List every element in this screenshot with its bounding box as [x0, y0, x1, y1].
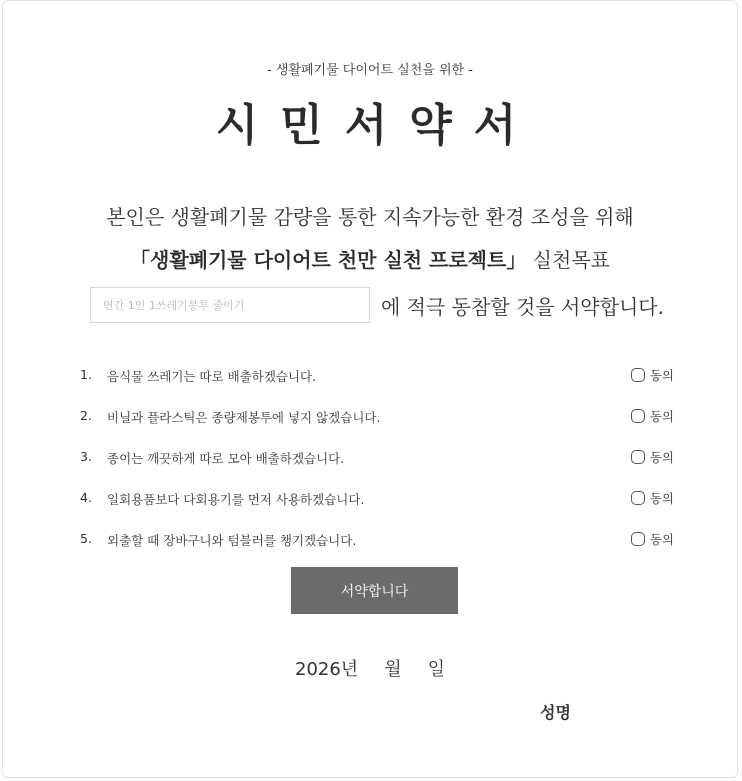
- page-title: 시민서약서: [215, 100, 539, 151]
- item-number: 2.: [80, 408, 92, 423]
- agree-checkbox-2[interactable]: [631, 407, 674, 425]
- item-number: 4.: [80, 490, 92, 505]
- item-number: 1.: [80, 367, 92, 382]
- intro-line-2: [3, 244, 737, 273]
- agree-label: 동의: [649, 450, 674, 465]
- agree-checkbox-5[interactable]: [631, 530, 674, 548]
- checkbox-icon[interactable]: [631, 368, 645, 382]
- item-number: 5.: [80, 531, 92, 546]
- item-text: 일회용품보다 다회용기를 먼저 사용하겠습니다.: [107, 492, 365, 507]
- item-text: 음식물 쓰레기는 따로 배출하겠습니다.: [107, 369, 317, 384]
- date-day: 일: [427, 659, 445, 680]
- date-month: 월: [384, 659, 402, 680]
- checkbox-icon[interactable]: [631, 491, 645, 505]
- item-number: 3.: [80, 449, 92, 464]
- agree-checkbox-4[interactable]: [631, 489, 674, 507]
- agree-label: 동의: [649, 491, 674, 506]
- checkbox-icon[interactable]: [631, 409, 645, 423]
- agree-checkbox-1[interactable]: [631, 366, 674, 384]
- list-item: [80, 363, 674, 404]
- list-item: [80, 404, 674, 445]
- item-text: 종이는 깨끗하게 따로 모아 배출하겠습니다.: [107, 451, 345, 466]
- checkbox-icon[interactable]: [631, 450, 645, 464]
- pledge-list: [80, 363, 674, 568]
- item-text: 외출할 때 장바구니와 텀블러를 챙기겠습니다.: [107, 533, 357, 548]
- sign-button[interactable]: 서약합니다: [291, 567, 458, 614]
- date-year: 2026년: [295, 659, 359, 680]
- pledge-card: [2, 0, 738, 778]
- goal-input[interactable]: [90, 287, 370, 323]
- agree-label: 동의: [649, 368, 674, 383]
- project-name: 「생활폐기물 다이어트 천만 실천 프로젝트」: [130, 248, 527, 272]
- name-label: 성명: [540, 703, 571, 722]
- item-text: 비닐과 플라스틱은 종량제봉투에 넣지 않겠습니다.: [107, 410, 381, 425]
- agree-checkbox-3[interactable]: [631, 448, 674, 466]
- agree-label: 동의: [649, 409, 674, 424]
- pledge-subtitle: - 생활폐기물 다이어트 실천을 위한 -: [267, 63, 473, 78]
- list-item: [80, 527, 674, 568]
- list-item: [80, 445, 674, 486]
- pledge-date: [3, 655, 737, 681]
- list-item: [80, 486, 674, 527]
- name-field[interactable]: [579, 693, 703, 725]
- intro-line-2-suffix: 실천목표: [526, 248, 610, 272]
- agree-label: 동의: [649, 532, 674, 547]
- intro-line-1: 본인은 생활폐기물 감량을 통한 지속가능한 환경 조성을 위해: [106, 205, 634, 229]
- checkbox-icon[interactable]: [631, 532, 645, 546]
- intro-line-3: 에 적극 동참할 것을 서약합니다.: [381, 295, 664, 319]
